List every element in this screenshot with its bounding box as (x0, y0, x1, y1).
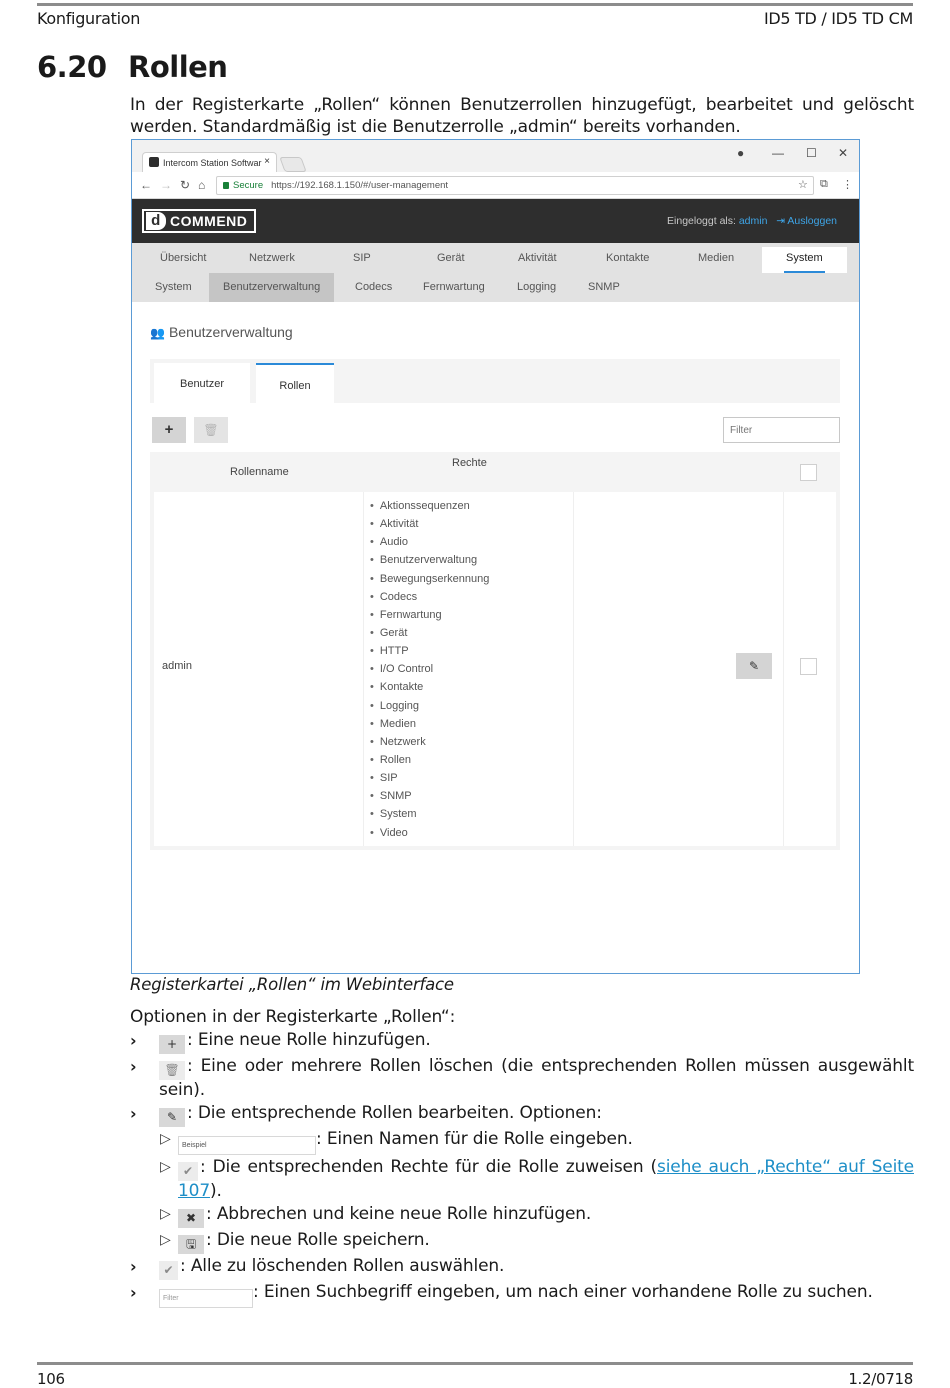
header-product: ID5 TD / ID5 TD CM (763, 9, 913, 28)
add-role-button[interactable] (152, 417, 186, 443)
suboption-save (130, 1230, 914, 1254)
option-delete-text: : Eine oder mehrere Rollen löschen (die entsprechenden Rollen müssen ausgewählt sein). (159, 1056, 914, 1100)
trash-icon: 🗑 (203, 423, 219, 437)
bullet-arrow-icon: › (130, 1104, 137, 1123)
options-list (130, 1007, 914, 1310)
option-add (130, 1030, 914, 1054)
document-version: 1.2/0718 (848, 1370, 913, 1388)
browser-tab[interactable] (142, 152, 277, 172)
logged-in-user[interactable]: admin (738, 215, 768, 227)
suboption-rights-close: ). (210, 1181, 222, 1201)
menu-sip[interactable]: SIP (353, 252, 371, 264)
rights-list (370, 497, 489, 842)
bullet-arrow-icon: › (130, 1031, 137, 1050)
menu-kontakte[interactable]: Kontakte (606, 252, 650, 264)
menu-medien[interactable]: Medien (698, 252, 735, 264)
pencil-icon: ✎ (159, 1108, 185, 1127)
logo-mark-icon: d (146, 212, 166, 230)
url-text: https://192.168.1.150/#/user-management (271, 180, 449, 191)
submenu-snmp[interactable]: SNMP (588, 281, 620, 293)
roles-table (150, 452, 840, 850)
reload-icon[interactable]: ↻ (180, 178, 191, 192)
main-menu (132, 243, 859, 273)
content-area (132, 302, 859, 974)
cancel-x-icon: ✖ (178, 1209, 204, 1228)
list-item: • Rollen (370, 751, 489, 769)
filter-input[interactable] (723, 417, 840, 443)
submenu-logging[interactable]: Logging (517, 281, 557, 293)
section-title: Rollen (128, 50, 228, 84)
suboption-cancel-text: : Abbrechen und keine neue Rolle hinzufügen. (206, 1204, 592, 1224)
login-info (667, 215, 837, 227)
list-item: • Audio (370, 533, 489, 551)
checkmark-icon: ✔ (159, 1261, 178, 1280)
list-item: • Video (370, 824, 489, 842)
list-item: • I/O Control (370, 660, 489, 678)
list-item: • System (370, 805, 489, 823)
list-item: • Fernwartung (370, 606, 489, 624)
plus-icon: + (164, 421, 174, 438)
role-name: admin (162, 660, 192, 672)
page-number: 106 (37, 1370, 65, 1388)
list-item: • Medien (370, 715, 489, 733)
list-item: • HTTP (370, 642, 489, 660)
minimize-icon[interactable]: — (772, 146, 784, 160)
option-filter-text: : Einen Suchbegriff eingeben, um nach einer vorhandene Rolle zu suchen. (253, 1282, 873, 1302)
list-item: • SNMP (370, 787, 489, 805)
browser-tabstrip (132, 140, 859, 172)
list-item: • Aktionssequenzen (370, 497, 489, 515)
list-item: • Bewegungserkennung (370, 570, 489, 588)
submenu-benutzerverwaltung[interactable]: Benutzerverwaltung (209, 273, 334, 302)
bookmark-star-icon[interactable]: ☆ (798, 179, 808, 191)
footer-rule (37, 1362, 913, 1365)
section-number: 6.20 (37, 50, 107, 84)
favicon-icon (149, 157, 159, 167)
section-heading (37, 50, 227, 84)
column-header-rollenname: Rollenname (230, 466, 289, 478)
menu-uebersicht[interactable]: Übersicht (160, 252, 207, 264)
more-menu-icon[interactable]: ⋮ (842, 179, 853, 191)
page-header (37, 0, 913, 34)
list-item: • Benutzerverwaltung (370, 551, 489, 569)
list-item: • Netzwerk (370, 733, 489, 751)
list-item: • Aktivität (370, 515, 489, 533)
menu-netzwerk[interactable]: Netzwerk (249, 252, 295, 264)
browser-toolbar (132, 172, 859, 199)
options-lead: Optionen in der Registerkarte „Rollen“: (130, 1007, 456, 1027)
close-tab-icon[interactable]: × (264, 156, 270, 167)
delete-role-button[interactable] (194, 417, 228, 443)
sub-menu (132, 273, 859, 302)
list-item: • Gerät (370, 624, 489, 642)
option-delete (130, 1056, 914, 1101)
tab-rollen[interactable]: Rollen (256, 363, 334, 403)
page-footer (37, 1362, 913, 1388)
address-bar[interactable] (216, 176, 814, 195)
profile-icon[interactable]: ● (737, 146, 745, 160)
list-item: • Kontakte (370, 678, 489, 696)
trash-icon: 🗑 (159, 1061, 185, 1080)
list-item: • SIP (370, 769, 489, 787)
sub-bullet-arrow-icon: ▷ (160, 1232, 171, 1248)
home-icon[interactable]: ⌂ (198, 178, 206, 192)
logout-icon[interactable]: ⇥ (776, 215, 786, 227)
sub-bullet-arrow-icon: ▷ (160, 1159, 171, 1175)
name-input-sample: Beispiel (178, 1136, 316, 1155)
plus-icon: + (159, 1035, 185, 1054)
maximize-icon[interactable]: ☐ (806, 146, 817, 160)
submenu-system[interactable]: System (155, 281, 192, 293)
suboption-name-text: : Einen Namen für die Rolle eingeben. (316, 1129, 633, 1149)
option-filter (130, 1282, 914, 1308)
option-edit (130, 1103, 914, 1127)
commend-logo (142, 209, 256, 233)
secure-label: Secure (233, 180, 264, 191)
menu-geraet[interactable]: Gerät (437, 252, 465, 264)
logo-text: COMMEND (170, 213, 248, 229)
new-tab-button[interactable] (279, 157, 306, 172)
list-item: • Codecs (370, 588, 489, 606)
rights-reference-link[interactable]: siehe auch „Rechte“ auf Seite 107 (178, 1157, 914, 1201)
sub-bullet-arrow-icon: ▷ (160, 1131, 171, 1147)
menu-aktivitaet[interactable]: Aktivität (518, 252, 557, 264)
back-icon[interactable]: ← (140, 178, 152, 192)
list-item: • Logging (370, 697, 489, 715)
edit-role-button[interactable] (736, 653, 772, 679)
pencil-icon: ✎ (748, 659, 760, 673)
lock-icon (223, 182, 229, 189)
header-chapter: Konfiguration (37, 9, 141, 28)
app-header (132, 199, 859, 243)
logout-link[interactable]: Ausloggen (787, 215, 837, 227)
menu-system[interactable]: System (762, 247, 847, 273)
submenu-fernwartung[interactable]: Fernwartung (423, 281, 485, 293)
suboption-name (130, 1129, 914, 1155)
option-edit-text: : Die entsprechende Rollen bearbeiten. Optionen: (187, 1103, 602, 1123)
filter-input-sample: Filter (159, 1289, 253, 1308)
submenu-codecs[interactable]: Codecs (355, 281, 393, 293)
close-window-icon[interactable]: ✕ (838, 146, 849, 160)
save-icon: 🖫 (178, 1235, 204, 1254)
bullet-arrow-icon: › (130, 1283, 137, 1302)
bullet-arrow-icon: › (130, 1257, 137, 1276)
header-rule (37, 3, 913, 6)
column-header-rechte: Rechte (452, 457, 487, 469)
option-select-all (130, 1256, 914, 1280)
webinterface-screenshot (131, 139, 860, 974)
suboption-rights-text: : Die entsprechenden Rechte für die Rolle zuweisen ( (200, 1157, 657, 1177)
browser-tab-title: Intercom Station Softwar (163, 158, 262, 168)
suboption-rights (130, 1157, 914, 1202)
select-all-checkbox[interactable] (800, 464, 817, 481)
option-add-text: : Eine neue Rolle hinzufügen. (187, 1030, 431, 1050)
forward-icon[interactable]: → (160, 178, 172, 192)
sub-bullet-arrow-icon: ▷ (160, 1206, 171, 1222)
checkmark-icon: ✔ (178, 1162, 198, 1181)
logged-in-label: Eingeloggt als: (667, 215, 736, 227)
row-select-checkbox[interactable] (800, 658, 817, 675)
intro-paragraph: In der Registerkarte „Rollen“ können Benutzerrollen hinzugefügt, bearbeitet und gelöscht werden. Standardmäßig ist die Benutzerrolle „admin“ bereits vorhanden. (130, 95, 914, 137)
option-select-all-text: : Alle zu löschenden Rollen auswählen. (180, 1256, 505, 1276)
suboption-cancel (130, 1204, 914, 1228)
cast-icon[interactable]: ⧉ (820, 178, 828, 190)
users-icon: 👥 (150, 326, 165, 340)
table-row (154, 492, 836, 846)
figure-caption: Registerkartei „Rollen“ im Webinterface (130, 975, 454, 994)
panel-title (150, 324, 293, 340)
bullet-arrow-icon: › (130, 1057, 137, 1076)
tab-benutzer[interactable]: Benutzer (154, 363, 250, 403)
suboption-save-text: : Die neue Rolle speichern. (206, 1230, 430, 1250)
user-management-tabs (150, 359, 840, 403)
panel-title-text: Benutzerverwaltung (168, 324, 293, 340)
